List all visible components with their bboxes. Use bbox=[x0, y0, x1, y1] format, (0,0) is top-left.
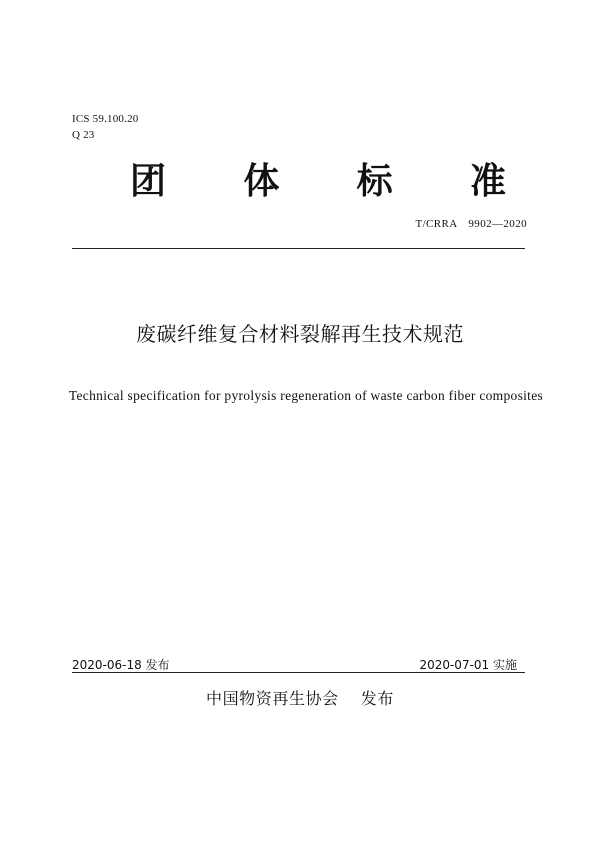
standard-code: T/CRRA 9902—2020 bbox=[415, 218, 527, 230]
implement-date: 2020-07-01 实施 bbox=[419, 658, 517, 672]
footer-divider bbox=[72, 672, 525, 673]
header-divider bbox=[72, 248, 525, 249]
document-title-cn: 废碳纤维复合材料裂解再生技术规范 bbox=[136, 322, 464, 346]
issuer-action: 发布 bbox=[360, 689, 394, 708]
main-title-char: 标 bbox=[356, 161, 393, 202]
document-title-en: Technical specification for pyrolysis regeneration of waste carbon fiber composites bbox=[68, 388, 544, 403]
issuer-line bbox=[0, 686, 600, 709]
publish-date: 2020-06-18 发布 bbox=[72, 658, 170, 672]
main-title-char: 准 bbox=[469, 161, 506, 202]
ccs-code: Q 23 bbox=[72, 129, 95, 141]
issuer-name: 中国物资再生协会 bbox=[205, 689, 339, 708]
main-title-char: 团 bbox=[129, 161, 166, 202]
main-title-char: 体 bbox=[243, 161, 280, 202]
ics-code: ICS 59.100.20 bbox=[72, 113, 139, 125]
main-title bbox=[128, 160, 508, 204]
